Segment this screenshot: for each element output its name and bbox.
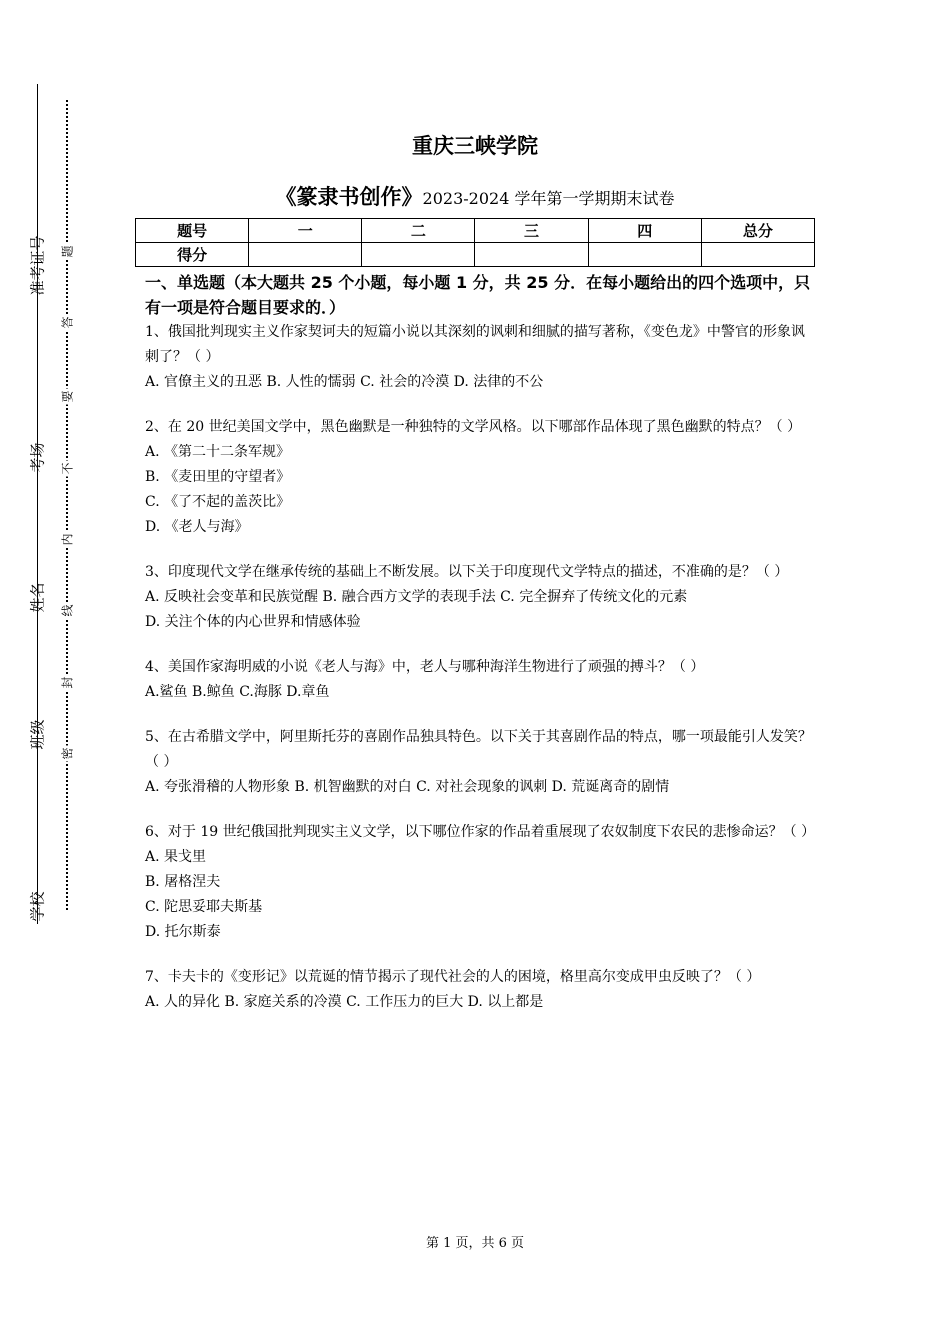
- question-stem: 3、印度现代文学在继承传统的基础上不断发展。以下关于印度现代文学特点的描述，不准确的是？（ ）: [145, 564, 789, 580]
- question-option: A. 《第二十二条军规》: [145, 444, 291, 460]
- field-exam-number-label: 准考证号: [28, 235, 47, 296]
- seal-char-nei: 内: [60, 533, 75, 546]
- question-option: B. 《麦田里的守望者》: [145, 469, 291, 485]
- seal-char-mi: 密: [60, 747, 75, 760]
- question-stem: 7、卡夫卡的《变形记》以荒诞的情节揭示了现代社会的人的困境，格里高尔变成甲虫反映了？（ ）: [145, 969, 761, 985]
- score-cell: 一: [249, 219, 362, 243]
- score-table-score-row: [136, 243, 815, 267]
- question-3: [145, 560, 815, 635]
- score-cell: 四: [588, 219, 701, 243]
- question-option: A. 夸张滑稽的人物形象 B. 机智幽默的对白 C. 对社会现象的讽刺 D. 荒诞离奇的剧情: [145, 779, 670, 795]
- exam-subtitle: [0, 181, 950, 211]
- question-stem: 1、俄国批判现实主义作家契诃夫的短篇小说以其深刻的讽刺和细腻的描写著称，《变色龙》中警官的形象讽刺了？（ ）: [145, 324, 805, 365]
- question-option: B. 屠格涅夫: [145, 874, 221, 890]
- question-4: [145, 655, 815, 705]
- question-option: C. 陀思妥耶夫斯基: [145, 899, 263, 915]
- question-option: A. 官僚主义的丑恶 B. 人性的懦弱 C. 社会的冷漠 D. 法律的不公: [145, 374, 544, 390]
- score-cell: 得分: [136, 243, 249, 267]
- question-option: D. 托尔斯泰: [145, 924, 221, 940]
- question-option: A. 果戈里: [145, 849, 207, 865]
- question-option: A. 人的异化 B. 家庭关系的冷漠 C. 工作压力的巨大 D. 以上都是: [145, 994, 544, 1010]
- term-label: 2023-2024 学年第一学期期末试卷: [422, 189, 675, 208]
- seal-dotted-line: [66, 100, 68, 910]
- exam-content: [145, 270, 815, 1015]
- page-footer: 第 1 页，共 6 页: [425, 1236, 525, 1251]
- score-cell: [701, 243, 814, 267]
- question-option: C. 《了不起的盖茨比》: [145, 494, 291, 510]
- score-cell: [475, 243, 588, 267]
- question-1: [145, 320, 815, 395]
- seal-char-yao: 要: [60, 390, 75, 403]
- score-cell: 总分: [701, 219, 814, 243]
- question-stem: 2、在 20 世纪美国文学中，黑色幽默是一种独特的文学风格。以下哪部作品体现了黑色幽默的特点？（ ）: [145, 419, 802, 435]
- question-option: A. 反映社会变革和民族觉醒 B. 融合西方文学的表现手法 C. 完全摒弃了传统文化的元素: [145, 589, 688, 605]
- score-table-header-row: [136, 219, 815, 243]
- question-7: [145, 965, 815, 1015]
- score-cell: 二: [362, 219, 475, 243]
- question-stem: 4、美国作家海明威的小说《老人与海》中，老人与哪种海洋生物进行了顽强的搏斗？（ ）: [145, 659, 705, 675]
- section-heading: 一、单选题（本大题共 25 个小题，每小题 1 分，共 25 分．在每小题给出的四个选项中，只有一项是符合题目要求的．）: [145, 273, 811, 317]
- seal-char-bu: 不: [60, 462, 75, 475]
- question-5: [145, 725, 815, 800]
- course-name: 《篆隶书创作》: [275, 185, 423, 209]
- field-class-label: 班级: [28, 719, 47, 750]
- score-cell: 三: [475, 219, 588, 243]
- question-6: [145, 820, 815, 945]
- question-stem: 5、在古希腊文学中，阿里斯托芬的喜剧作品独具特色。以下关于其喜剧作品的特点，哪一项最能引人发笑？（ ）: [145, 729, 812, 770]
- seal-char-feng: 封: [60, 676, 75, 689]
- question-2: [145, 415, 815, 540]
- seal-char-ti: 题: [60, 245, 75, 258]
- question-option: D. 关注个体的内心世界和情感体验: [145, 614, 361, 630]
- school-title: 重庆三峡学院: [412, 134, 538, 158]
- question-option: D. 《老人与海》: [145, 519, 249, 535]
- score-table: [135, 218, 815, 267]
- score-cell: [588, 243, 701, 267]
- field-school-label: 学校: [28, 891, 47, 922]
- score-cell: [362, 243, 475, 267]
- score-cell: [249, 243, 362, 267]
- question-option: A.鲨鱼 B.鲸鱼 C.海豚 D.章鱼: [145, 684, 330, 700]
- seal-char-da: 答: [60, 316, 75, 329]
- field-exam-room-label: 考场: [28, 442, 47, 473]
- score-cell: 题号: [136, 219, 249, 243]
- seal-char-xian: 线: [60, 604, 75, 617]
- question-stem: 6、对于 19 世纪俄国批判现实主义文学，以下哪位作家的作品着重展现了农奴制度下农民的悲惨命运？（ ）: [145, 824, 816, 840]
- field-name-label: 姓名: [28, 582, 47, 613]
